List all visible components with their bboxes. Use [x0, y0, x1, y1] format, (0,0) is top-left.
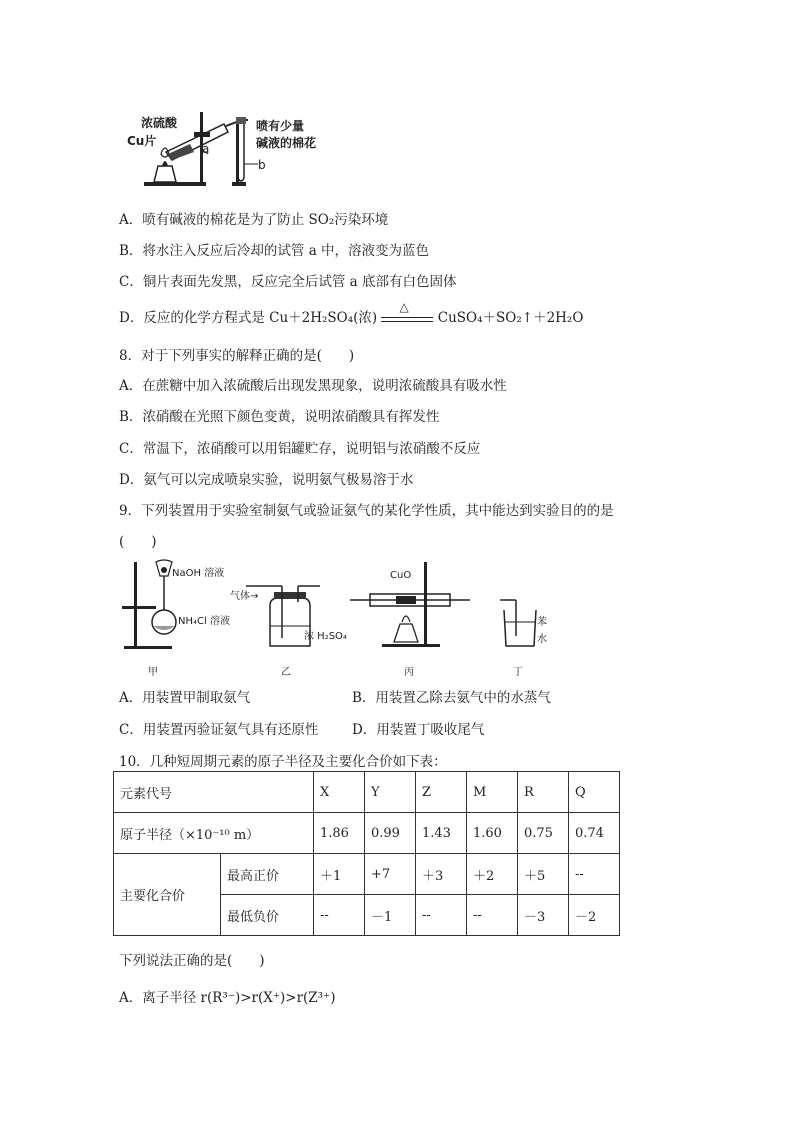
cell-radius-r: 0.75 [518, 813, 569, 854]
cell-radius-x: 1.86 [314, 813, 365, 854]
cell-min-q: －2 [569, 895, 620, 936]
cell-radius-m: 1.60 [467, 813, 518, 854]
equals-bar-top [381, 317, 433, 318]
cell-element-q: Q [569, 772, 620, 813]
label-cotton-line2: 碱液的棉花 [256, 136, 317, 150]
cell-min-label: 最低负价 [221, 895, 314, 936]
cell-element-x: X [314, 772, 365, 813]
q9-option-c: C．用装置丙验证氨气具有还原性 [119, 722, 319, 738]
cell-radius-label: 原子半径（×10⁻¹⁰ m） [114, 813, 314, 854]
q7-option-d-products: CuSO₄＋SO₂↑＋2H₂O [437, 310, 584, 326]
q7-option-a: A．喷有碱液的棉花是为了防止 SO₂污染环境 [119, 212, 389, 228]
cell-max-z: ＋3 [416, 854, 467, 895]
q10-stem: 10．几种短周期元素的原子半径及主要化合价如下表： [119, 754, 447, 770]
q7-option-c: C．铜片表面先发黑，反应完全后试管 a 底部有白色固体 [119, 274, 457, 290]
cell-valence-label: 主要化合价 [114, 854, 221, 936]
cell-radius-z: 1.43 [416, 813, 467, 854]
q9-option-b: B．用装置乙除去氨气中的水蒸气 [352, 690, 551, 706]
label-water: 水 [537, 634, 547, 645]
q10-option-a: A．离子半径 r(R³⁻)>r(X⁺)>r(Z³⁺) [119, 990, 336, 1006]
apparatus-ding [500, 600, 536, 646]
cell-max-m: ＋2 [467, 854, 518, 895]
cell-max-x: ＋1 [314, 854, 365, 895]
q9-paren: ( ) [119, 534, 157, 550]
apparatus-jia [122, 560, 176, 649]
q7-option-d-reactants: D．反应的化学方程式是 Cu＋2H₂SO₄(浓) [119, 310, 378, 326]
label-cotton-line1: 喷有少量 [256, 119, 305, 133]
table-row [114, 772, 620, 813]
label-nh4cl: NH₄Cl 溶液 [178, 616, 230, 627]
label-tube-b: b [258, 158, 266, 172]
cell-radius-y: 0.99 [365, 813, 416, 854]
cell-max-y: +7 [365, 854, 416, 895]
cell-max-label: 最高正价 [221, 854, 314, 895]
label-concentrated-sulfuric-acid: 浓硫酸 [141, 116, 178, 130]
q10-after-table: 下列说法正确的是( ) [119, 953, 265, 969]
cell-min-x: -- [314, 895, 365, 936]
label-tube-a: a [202, 142, 210, 156]
label-gas: 气体→ [230, 591, 259, 602]
heat-symbol: △ [399, 299, 409, 314]
equals-bar-bottom [381, 321, 433, 322]
cell-min-m: -- [467, 895, 518, 936]
q9-option-a: A．用装置甲制取氨气 [119, 690, 251, 706]
element-properties-table [113, 771, 620, 936]
label-naoh: NaOH 溶液 [172, 568, 225, 579]
cell-max-r: ＋5 [518, 854, 569, 895]
cell-code-label: 元素代号 [114, 772, 314, 813]
cell-element-z: Z [416, 772, 467, 813]
q8-option-b: B．浓硝酸在光照下颜色变黄，说明浓硝酸具有挥发性 [119, 409, 440, 425]
cell-max-q: -- [569, 854, 620, 895]
label-benzene: 苯 [537, 617, 547, 628]
cell-min-r: －3 [518, 895, 569, 936]
heat-arrow [381, 299, 433, 326]
table-row [114, 813, 620, 854]
cell-radius-q: 0.74 [569, 813, 620, 854]
label-cuo: CuO [390, 570, 412, 581]
q8-option-d: D．氨气可以完成喷泉实验，说明氨气极易溶于水 [119, 472, 414, 488]
cell-element-y: Y [365, 772, 416, 813]
q9-stem: 9．下列装置用于实验室制氨气或验证氨气的某化学性质，其中能达到实验目的的是 [119, 503, 614, 519]
q8-stem: 8．对于下列事实的解释正确的是( ) [119, 348, 355, 364]
label-h2so4: 浓 H₂SO₄ [304, 631, 347, 642]
cell-min-z: -- [416, 895, 467, 936]
q7-option-d [119, 299, 584, 326]
label-jia: 甲 [148, 667, 158, 678]
cell-element-r: R [518, 772, 569, 813]
q7-option-b: B．将水注入反应后冷却的试管 a 中，溶液变为蓝色 [119, 243, 430, 259]
q8-option-c: C．常温下，浓硝酸可以用铝罐贮存，说明铝与浓硝酸不反应 [119, 441, 481, 457]
label-bing: 丙 [404, 667, 414, 678]
label-copper-sheet: Cu片 [127, 134, 157, 148]
q8-option-a: A．在蔗糖中加入浓硫酸后出现发黑现象，说明浓硫酸具有吸水性 [119, 378, 507, 394]
label-yi: 乙 [281, 667, 291, 678]
cell-min-y: －1 [365, 895, 416, 936]
label-ding: 丁 [513, 667, 523, 678]
cell-element-m: M [467, 772, 518, 813]
table-row [114, 854, 620, 895]
q9-option-d: D．用装置丁吸收尾气 [352, 722, 485, 738]
